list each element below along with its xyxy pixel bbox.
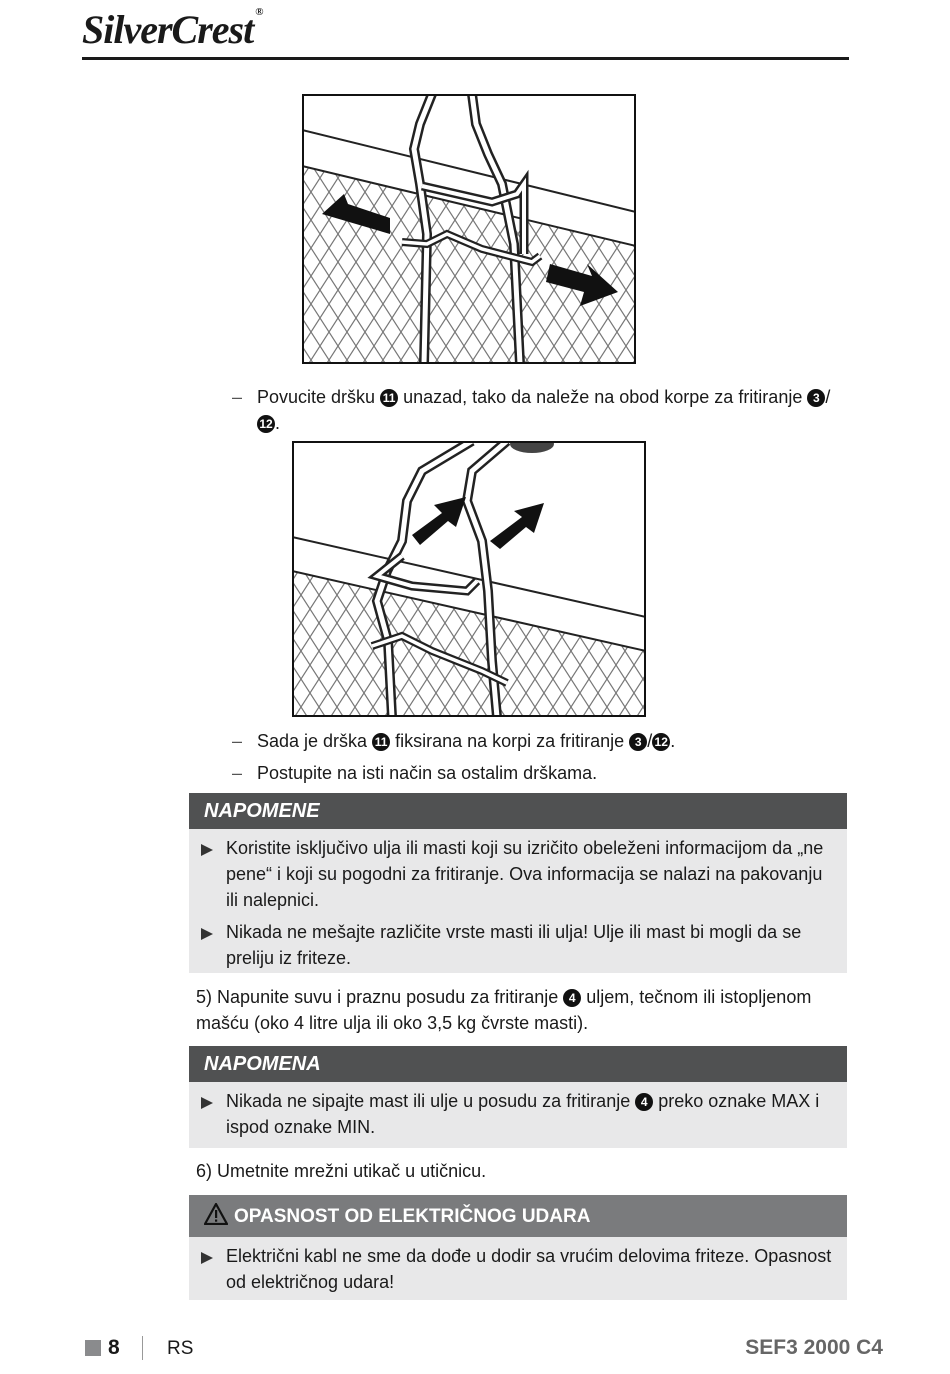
brand-logo: SilverCrest ® (82, 6, 263, 52)
illustration-handle-unlock (302, 94, 636, 364)
triangle-bullet-icon (201, 1097, 213, 1109)
note-item: Nikada ne sipajte mast ili ulje u posudu za fritiranje 4 preko oznake MAX i ispod oznake MIN. (189, 1088, 847, 1140)
step-number: 5) (196, 987, 213, 1007)
step-pull-handle: – Povucite dršku 11 unazad, tako da naleže na obod korpe za fritiranje 3 / 12 . (232, 384, 848, 436)
language-code: RS (167, 1338, 194, 1359)
ref-badge: 12 (257, 415, 275, 433)
note-box (189, 1046, 847, 1148)
ref-badge: 4 (563, 989, 581, 1007)
notes-title: NAPOMENE (189, 793, 847, 829)
ref-badge: 12 (652, 733, 670, 751)
notes-box (189, 793, 847, 973)
ref-badge: 4 (635, 1093, 653, 1111)
warning-icon (204, 1203, 228, 1225)
note-title: NAPOMENA (189, 1046, 847, 1082)
footer-square-marker (85, 1340, 101, 1356)
ref-badge: 11 (372, 733, 390, 751)
dash-bullet: – (232, 731, 243, 751)
danger-item: Električni kabl ne sme da dođe u dodir sa vrućim delovima friteze. Opasnost od električnog udara! (189, 1243, 847, 1295)
ref-badge: 11 (380, 389, 398, 407)
model-number: SEF3 2000 C4 (745, 1336, 883, 1359)
ref-badge: 3 (807, 389, 825, 407)
danger-title: OPASNOST OD ELEKTRIČNOG UDARA (189, 1195, 847, 1237)
triangle-bullet-icon (201, 928, 213, 940)
dash-bullet: – (232, 763, 243, 783)
triangle-bullet-icon (201, 1252, 213, 1264)
dash-bullet: – (232, 387, 243, 407)
page-number: 8 (108, 1336, 120, 1359)
step-repeat-handles: – Postupite na isti način sa ostalim drškama. (232, 760, 848, 786)
footer-separator (142, 1336, 143, 1360)
note-item: Koristite isključivo ulja ili masti koji su izričito obeleženi informacijom da „ne pene“ i koji su pogodni za fritiranje. Ova informacija se nalazi na pakovanju ili nalepnici. (189, 835, 847, 913)
triangle-bullet-icon (201, 844, 213, 856)
step-number: 6) (196, 1161, 213, 1181)
header-rule (82, 57, 849, 60)
step-5: 5) Napunite suvu i praznu posudu za fritiranje 4 uljem, tečnom ili istopljenom mašću (oko 4 litre ulja ili oko 3,5 kg čvrste masti). (196, 987, 812, 1033)
illustration-handle-fixed (292, 441, 646, 717)
ref-badge: 3 (629, 733, 647, 751)
step-handle-fixed: – Sada je drška 11 fiksirana na korpi za fritiranje 3 / 12 . (232, 728, 848, 754)
danger-box (189, 1195, 847, 1300)
step-6: 6) Umetnite mrežni utikač u utičnicu. (196, 1161, 487, 1181)
note-item: Nikada ne mešajte različite vrste masti ili ulja! Ulje ili mast bi mogli da se preliju iz friteze. (189, 919, 847, 971)
